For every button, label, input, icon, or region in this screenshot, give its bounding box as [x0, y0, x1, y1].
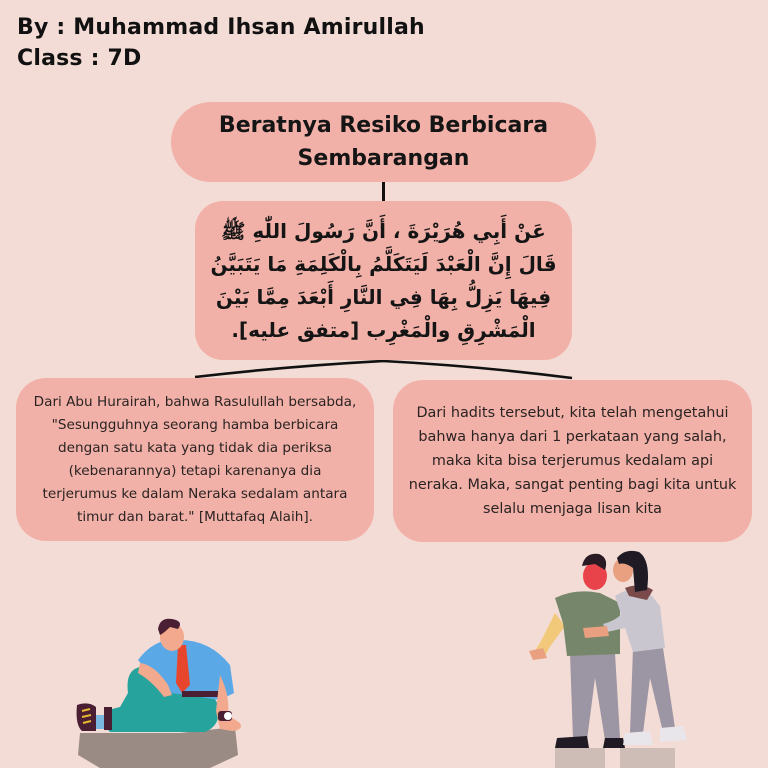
sad-sitting-man-illustration [60, 615, 260, 768]
translation-box [16, 378, 374, 541]
conclusion-box [393, 380, 752, 542]
author-name: By : Muhammad Ihsan Amirullah [17, 15, 425, 40]
hadith-arabic-box [195, 201, 572, 360]
title-box [171, 102, 596, 182]
author-info [17, 12, 425, 74]
class-label: Class : 7D [17, 46, 142, 71]
hadith-branch-connector [195, 361, 572, 378]
page-title: Beratnya Resiko Berbicara Sembarangan [218, 113, 549, 171]
hadith-arabic-text: عَنْ أَبِي هُرَيْرَةَ ، أَنَّ رَسُولَ اللّٰهِ ﷺ قَالَ إِنَّ الْعَبْدَ لَيَتَكَلَّمُ بِالْكَلِمَةِ مَا يَتَبَيَّنُ فِيهَا يَزِلُّ بِهَا فِي النَّارِ أَبْعَدَ مِمَّا بَيْنَ الْمَشْرِقِ والْمَغْرِب [متفق عليه]. [210, 218, 557, 342]
conclusion-text: Dari hadits tersebut, kita telah mengetahui bahwa hanya dari 1 perkataan yang salah, maka kita bisa terjerumus kedalam api neraka. Maka, sangat penting bagi kita untuk selalu menjaga lisan kita [408, 405, 737, 517]
translation-text: Dari Abu Hurairah, bahwa Rasulullah bersabda, "Sesungguhnya seorang hamba berbicara dengan satu kata yang tidak dia periksa (kebenarannya) tetapi karenanya dia terjerumus ke dalam Neraka sedalam antara timur dan barat." [Muttafaq Alaih]. [33, 393, 357, 525]
whispering-couple-illustration [525, 548, 700, 768]
